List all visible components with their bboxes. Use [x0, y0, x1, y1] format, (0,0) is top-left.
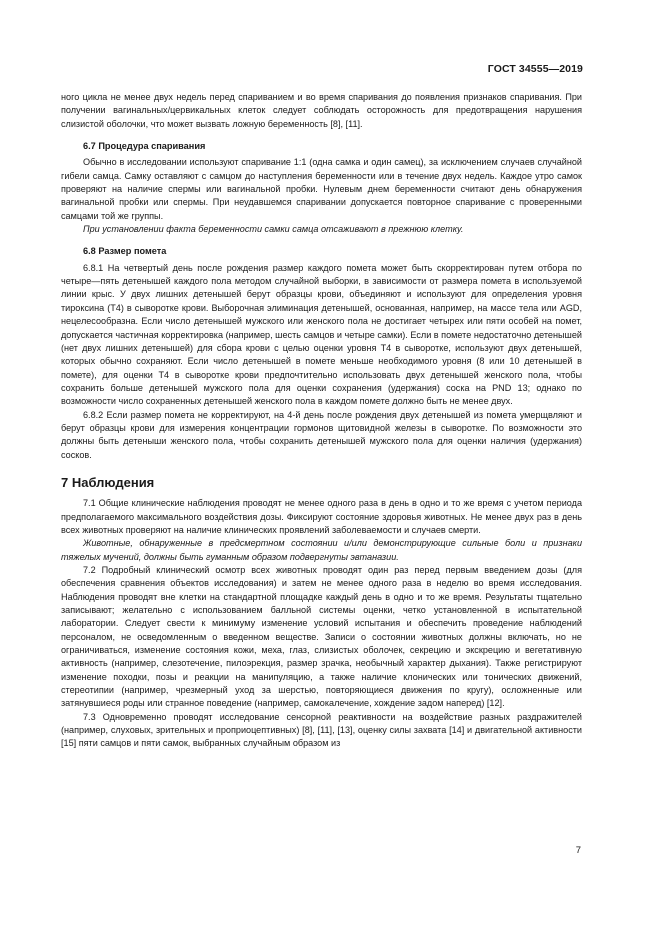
paragraph-7-1: 7.1 Общие клинические наблюдения проводят не менее одного раза в день в одно и то же время с учетом периода предполагаемого максимального воздействия дозы. Фиксируют состояние здоровья животных. Не менее двух раз в день всех животных проверяют на наличие клинических проявлений заболеваемости и случаев смерти. — [61, 498, 582, 535]
chapter-heading-7: 7 Наблюдения — [61, 474, 155, 490]
paragraph-euthanasia-note: Животные, обнаруженные в предсмертном состоянии и/или демонстрирующие сильные боли и признаки тяжелых мучений, должны быть гуманным образом подвергнуты эвтаназии. — [61, 538, 582, 562]
paragraph-continuation: ного цикла не менее двух недель перед спариванием и во время спаривания до появления признаков спаривания. При получении вагинальных/цервикальных клеток следует соблюдать осторожность для предотвращения нарушения слизистой оболочки, что может вызвать ложную беременность [8], [11]. — [61, 92, 582, 129]
section-heading-6-8: 6.8 Размер помета — [83, 246, 167, 257]
body-text — [61, 91, 582, 751]
document-id: ГОСТ 34555—2019 — [487, 63, 583, 75]
paragraph-6-8-1: 6.8.1 На четвертый день после рождения размер каждого помета может быть скорректирован путем отбора по четыре—пять детенышей каждого пола методом случайной выборки, в зависимости от размера помета в используемой линии крыс. У двух лишних детенышей берут образцы крови, объединяют и используют для определения уровня тироксина (Т4) в сыворотке крови. Выборочная элиминация детенышей, основанная, например, на массе тела или AGD, нецелесообразна. Если число детенышей мужского или женского пола не достигает четырех или пяти особей на помет, допускается частичная корректировка (например, шесть самцов и четыре самки). Если в помете недостаточно детенышей (нет двух лишних детенышей) для сбора крови с целью оценки уровня Т4 в сыворотке, используют двух детенышей, которых обычно сохраняют. Если число детенышей в помете меньше необходимого уровня (8 или 10 детенышей в помете), для оценки Т4 в сыворотке крови предпочтительно использовать двух детенышей женского пола, чтобы сохранить больше детенышей мужского пола для оценки сохранения (удержания) соска на PND 13; однако по возможности число сохраненных детенышей женского пола в каждом помете должно быть не менее двух. — [61, 262, 582, 407]
section-heading-6-7: 6.7 Процедура спаривания — [83, 141, 206, 152]
paragraph-7-2: 7.2 Подробный клинический осмотр всех животных проводят один раз перед первым введением дозы (для обеспечения сравнения объектов исследования) и затем не менее одного раза в неделю во время исследования. Наблюдения проводят вне клетки на стандартной площадке каждый день в одно и то же время. Результаты тщательно записывают; желательно с использованием балльной системы оценки, четко установленной в испытательной лаборатории. Следует свести к минимуму изменение условий испытания и обеспечить проведение наблюдений персоналом, не осведомленным о введенном веществе. Записи о состоянии животных должны включать, но не ограничиваться, изменение состояния кожи, меха, глаз, слизистых оболочек, секрецию и экскрецию и вегетативную активность (например, слезотечение, пилоэрекция, размер зрачка, необычный характер дыхания). Также регистрируют изменение походки, позы и реакции на манипуляцию, а также наличие клонических или тонических движений, стереотипии (например, чрезмерный уход за шерстью, повторяющиеся движения по кругу), осложненные или затянувшиеся роды или странное поведение (например, самокалечение, хождение задом наперед) [12]. — [61, 565, 582, 709]
paragraph-6-8-2: 6.8.2 Если размер помета не корректируют, на 4-й день после рождения двух детенышей из помета умерщвляют и берут образцы крови для измерения концентрации гормонов щитовидной железы в сыворотке. По возможности это должны быть детеныши женского пола, чтобы сохранить детенышей мужского пола для оценки наличия (удержания) сосков. — [61, 409, 582, 460]
paragraph-7-3: 7.3 Одновременно проводят исследование сенсорной реактивности на воздействие разных раздражителей (например, слуховых, зрительных и проприоцептивных) [8], [11], [13], оценку силы захвата [14] и двигательной активности [15] пяти самцов и пяти самок, выбранных случайным образом из — [61, 711, 582, 749]
paragraph-mating: Обычно в исследовании используют спаривание 1:1 (одна самка и один самец), за исключением случаев случайной гибели самца. Самку оставляют с самцом до наступления беременности или в течение двух недель. Каждое утро самок проверяют на наличие спермы или вагинальной пробки. Нулевым днем беременности считают день обнаружения вагинальной пробки или спермы. При неудавшемся спаривании допускается повторное спаривание с проверенными самцами той же группы. — [61, 157, 582, 221]
paragraph-mating-note: При установлении факта беременности самки самца отсаживают в прежнюю клетку. — [83, 224, 464, 235]
page-number: 7 — [575, 845, 581, 856]
